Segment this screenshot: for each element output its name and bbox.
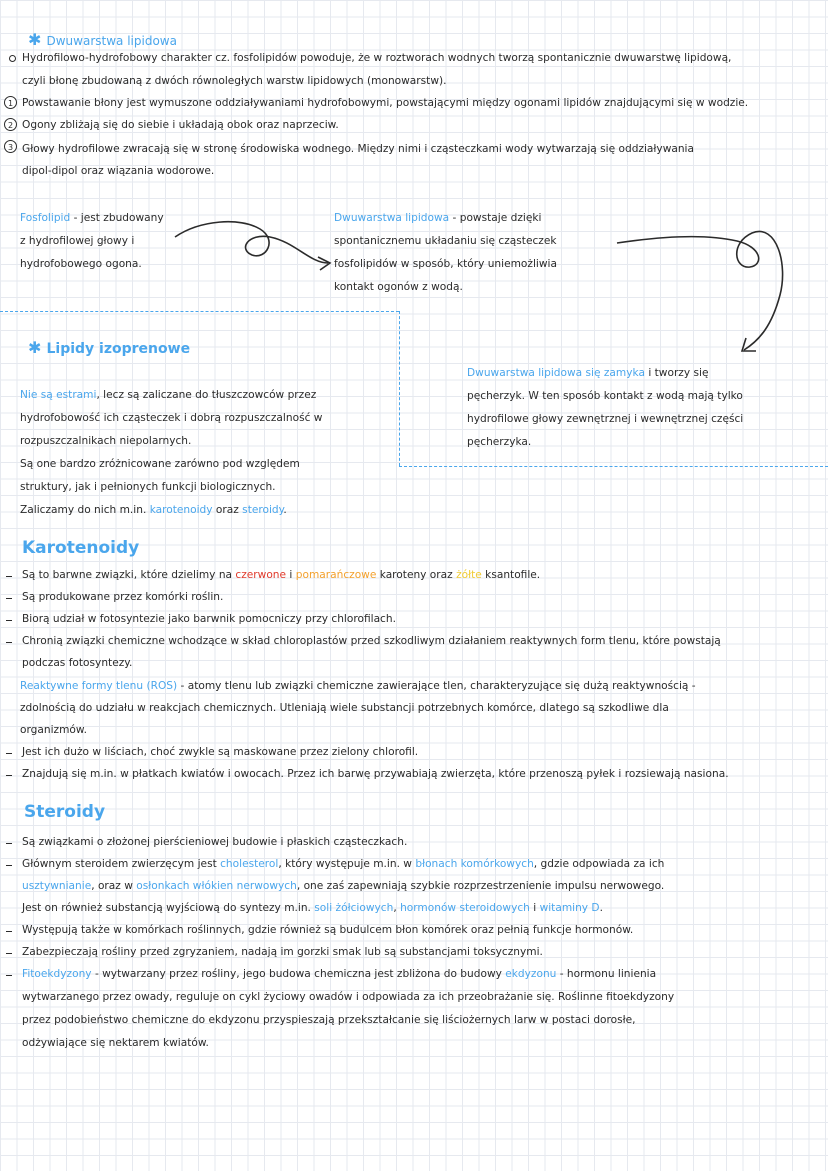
term-zolte: żółte <box>456 569 482 581</box>
dash-bullet <box>6 865 12 866</box>
section1-item-3-line2: dipol-dipol oraz wiązania wodorowe. <box>22 165 215 177</box>
section4-b2-mid: , który występuje m.in. w <box>278 858 416 870</box>
star-icon: ✱ <box>28 30 42 49</box>
flow-box2-line1 <box>334 211 541 226</box>
dash-bullet <box>6 775 12 776</box>
term-fitoekdyzony: Fitoekdyzony <box>22 968 92 980</box>
dashed-divider-vertical <box>399 311 400 466</box>
section3-bullet6: Znajdują się m.in. w płatkach kwiatów i owocach. Przez ich barwę przywabiają zwierzęta, które przenoszą pyłek i rozsiewają nasiona. <box>22 768 729 780</box>
section4-bullet5-line4: odżywiające się nektarem kwiatów. <box>22 1037 209 1049</box>
section2-heading <box>28 338 190 357</box>
term-usztywnianie: usztywnianie <box>22 880 92 892</box>
section2-line1-rest: , lecz są zaliczane do tłuszczowców przez <box>96 389 317 401</box>
section2-line1 <box>20 388 316 403</box>
flow-box3-line2: pęcherzyk. W ten sposób kontakt z wodą mają tylko <box>467 390 743 402</box>
section4-bullet1: Są związkami o złożonej pierścieniowej budowie i płaskich cząsteczkach. <box>22 836 408 848</box>
dash-bullet <box>6 975 12 976</box>
ros-line2: zdolnością do udziału w reakcjach chemicznych. Utleniają wiele substancji potrzebnych komórce, dlatego są szkodliwe dla <box>20 702 669 714</box>
section4-bullet5-line2: wytwarzanego przez owady, reguluje on cykl życiowy owadów i odpowiada za ich przeobrażanie się. Roślinne fitoekdyzony <box>22 991 675 1003</box>
section3-b1-end: ksantofile. <box>481 569 541 581</box>
term-karotenoidy: karotenoidy <box>149 504 213 516</box>
dash-bullet <box>6 642 12 643</box>
star-icon: ✱ <box>28 338 42 357</box>
dash-bullet <box>6 953 12 954</box>
number-badge-2: 2 <box>4 118 17 131</box>
section3-b1-mid1: i <box>286 569 296 581</box>
section2-line3: rozpuszczalnikach niepolarnych. <box>20 435 192 447</box>
term-nie-sa-estrami: Nie są estrami <box>20 389 97 401</box>
dashed-divider-bottom <box>399 466 828 467</box>
ros-line3: organizmów. <box>20 724 87 736</box>
section4-b2-l3-pre: Jest on również substancją wyjściową do syntezy m.in. <box>22 902 315 914</box>
curly-arrow-2-icon <box>612 225 792 360</box>
section2-title: Lipidy izoprenowe <box>46 341 191 357</box>
section4-bullet2-line3 <box>22 901 603 916</box>
term-cholesterol: cholesterol <box>220 858 279 870</box>
term-fosfolipid: Fosfolipid <box>20 212 71 224</box>
section4-b5-l1: - wytwarzany przez rośliny, jego budowa chemiczna jest zbliżona do budowy <box>91 968 506 980</box>
section1-intro-line2: czyli błonę zbudowaną z dwóch równoległych warstw lipidowych (monowarstw). <box>22 75 447 87</box>
section4-b2-l2-end: , one zaś zapewniają szybkie rozprzestrzenienie impulsu nerwowego. <box>296 880 665 892</box>
circle-bullet-icon <box>9 55 16 62</box>
term-oslonkach: osłonkach włókien nerwowych <box>136 880 297 892</box>
section1-title: Dwuwarstwa lipidowa <box>46 34 177 48</box>
section3-bullet5: Jest ich dużo w liściach, choć zwykle są maskowane przez zielony chlorofil. <box>22 746 419 758</box>
curly-arrow-1-icon <box>170 215 340 275</box>
section4-b2-l3-mid: , <box>393 902 401 914</box>
term-steroidy: steroidy <box>242 504 284 516</box>
dash-bullet <box>6 598 12 599</box>
section4-bullet2-line1 <box>22 857 664 872</box>
section2-line4: Są one bardzo zróżnicowane zarówno pod względem <box>20 458 300 470</box>
term-ekdyzonu: ekdyzonu <box>505 968 557 980</box>
ros-line1-rest: - atomy tlenu lub związki chemiczne zawierające tlen, charakteryzujące się dużą reaktywnością - <box>177 680 696 692</box>
term-witaminy-d: witaminy D <box>539 902 600 914</box>
section1-item-3-line1: Głowy hydrofilowe zwracają się w stronę środowiska wodnego. Między nimi i cząsteczkami wody wytwarzają się oddziaływania <box>22 143 694 155</box>
ros-line1 <box>20 679 696 694</box>
section4-b2-pre: Głównym steroidem zwierzęcym jest <box>22 858 221 870</box>
flow-box3-line1 <box>467 366 708 381</box>
section2-line5: struktury, jak i pełnionych funkcji biologicznych. <box>20 481 276 493</box>
section2-line6-pre: Zaliczamy do nich m.in. <box>20 504 150 516</box>
section4-bullet2-line2 <box>22 879 664 894</box>
section3-b1-pre: Są to barwne związki, które dzielimy na <box>22 569 236 581</box>
term-dwuwarstwa: Dwuwarstwa lipidowa <box>334 212 450 224</box>
section4-b2-end: , gdzie odpowiada za ich <box>533 858 665 870</box>
section4-bullet5-line1 <box>22 967 656 982</box>
term-blonach-komorkowych: błonach komórkowych <box>415 858 534 870</box>
section3-bullet2: Są produkowane przez komórki roślin. <box>22 591 224 603</box>
flow-box3-text1: i tworzy się <box>644 367 709 379</box>
flow-box1-line3: hydrofobowego ogona. <box>20 258 142 270</box>
number-badge-1: 1 <box>4 96 17 109</box>
dash-bullet <box>6 576 12 577</box>
dash-bullet <box>6 931 12 932</box>
flow-box3-line3: hydrofilowe głowy zewnętrznej i wewnętrznej części <box>467 413 744 425</box>
section2-line6 <box>20 503 287 518</box>
section1-intro-line1: Hydrofilowo-hydrofobowy charakter cz. fosfolipidów powoduje, że w roztworach wodnych tworzą spontanicznie dwuwarstwę lipidową, <box>22 52 732 64</box>
section4-title: Steroidy <box>24 802 106 822</box>
section4-bullet4: Zabezpieczają rośliny przed zgryzaniem, nadają im gorzki smak lub są substancjami toksycznymi. <box>22 946 543 958</box>
section3-bullet4-line1: Chronią związki chemiczne wchodzące w skład chloroplastów przed szkodliwym działaniem reaktywnych form tlenu, które powstają <box>22 635 721 647</box>
flow-box2-line2: spontanicznemu układaniu się cząsteczek <box>334 235 557 247</box>
section4-b5-l1-end: - hormonu linienia <box>556 968 657 980</box>
section1-heading <box>28 30 177 49</box>
dash-bullet <box>6 843 12 844</box>
section2-line6-mid: oraz <box>212 504 243 516</box>
dashed-divider-top <box>0 311 399 312</box>
number-badge-3: 3 <box>4 140 17 153</box>
flow-box1-line1 <box>20 211 164 226</box>
section4-bullet5-line3: przez podobieństwo chemiczne do ekdyzonu przyspieszają przekształcanie się liściożernych larw w postaci dorosłe, <box>22 1014 636 1026</box>
term-zamyka: Dwuwarstwa lipidowa się zamyka <box>467 367 645 379</box>
flow-box3-line4: pęcherzyka. <box>467 436 532 448</box>
term-soli-zolciowych: soli żółciowych <box>314 902 394 914</box>
term-hormonow-steroidowych: hormonów steroidowych <box>400 902 530 914</box>
section2-line6-end: . <box>283 504 287 516</box>
section1-item-2: Ogony zbliżają się do siebie i układają obok oraz naprzeciw. <box>22 119 339 131</box>
section3-bullet4-line2: podczas fotosyntezy. <box>22 657 133 669</box>
flow-box1-text1: - jest zbudowany <box>70 212 164 224</box>
section4-b2-l3-mid2: i <box>529 902 540 914</box>
term-czerwone: czerwone <box>235 569 287 581</box>
section3-b1-mid2: karoteny oraz <box>376 569 457 581</box>
section3-title: Karotenoidy <box>22 538 140 558</box>
flow-box2-line4: kontakt ogonów z wodą. <box>334 281 463 293</box>
dash-bullet <box>6 753 12 754</box>
section4-b2-l3-end: . <box>599 902 603 914</box>
section4-b2-l2-mid: , oraz w <box>91 880 137 892</box>
flow-box2-text1: - powstaje dzięki <box>449 212 542 224</box>
dash-bullet <box>6 620 12 621</box>
term-ros: Reaktywne formy tlenu (ROS) <box>20 680 178 692</box>
flow-box1-line2: z hydrofilowej głowy i <box>20 235 135 247</box>
term-pomaranczowe: pomarańczowe <box>295 569 377 581</box>
section3-bullet1 <box>22 568 540 583</box>
section1-item-1: Powstawanie błony jest wymuszone oddziaływaniami hydrofobowymi, powstającymi między ogonami lipidów znajdującymi się w wodzie. <box>22 97 749 109</box>
section2-line2: hydrofobowość ich cząsteczek i dobrą rozpuszczalność w <box>20 412 323 424</box>
flow-box2-line3: fosfolipidów w sposób, który uniemożliwia <box>334 258 557 270</box>
section4-bullet3: Występują także w komórkach roślinnych, gdzie również są budulcem błon komórek oraz pełnią funkcje hormonów. <box>22 924 634 936</box>
section3-bullet3: Biorą udział w fotosyntezie jako barwnik pomocniczy przy chlorofilach. <box>22 613 396 625</box>
